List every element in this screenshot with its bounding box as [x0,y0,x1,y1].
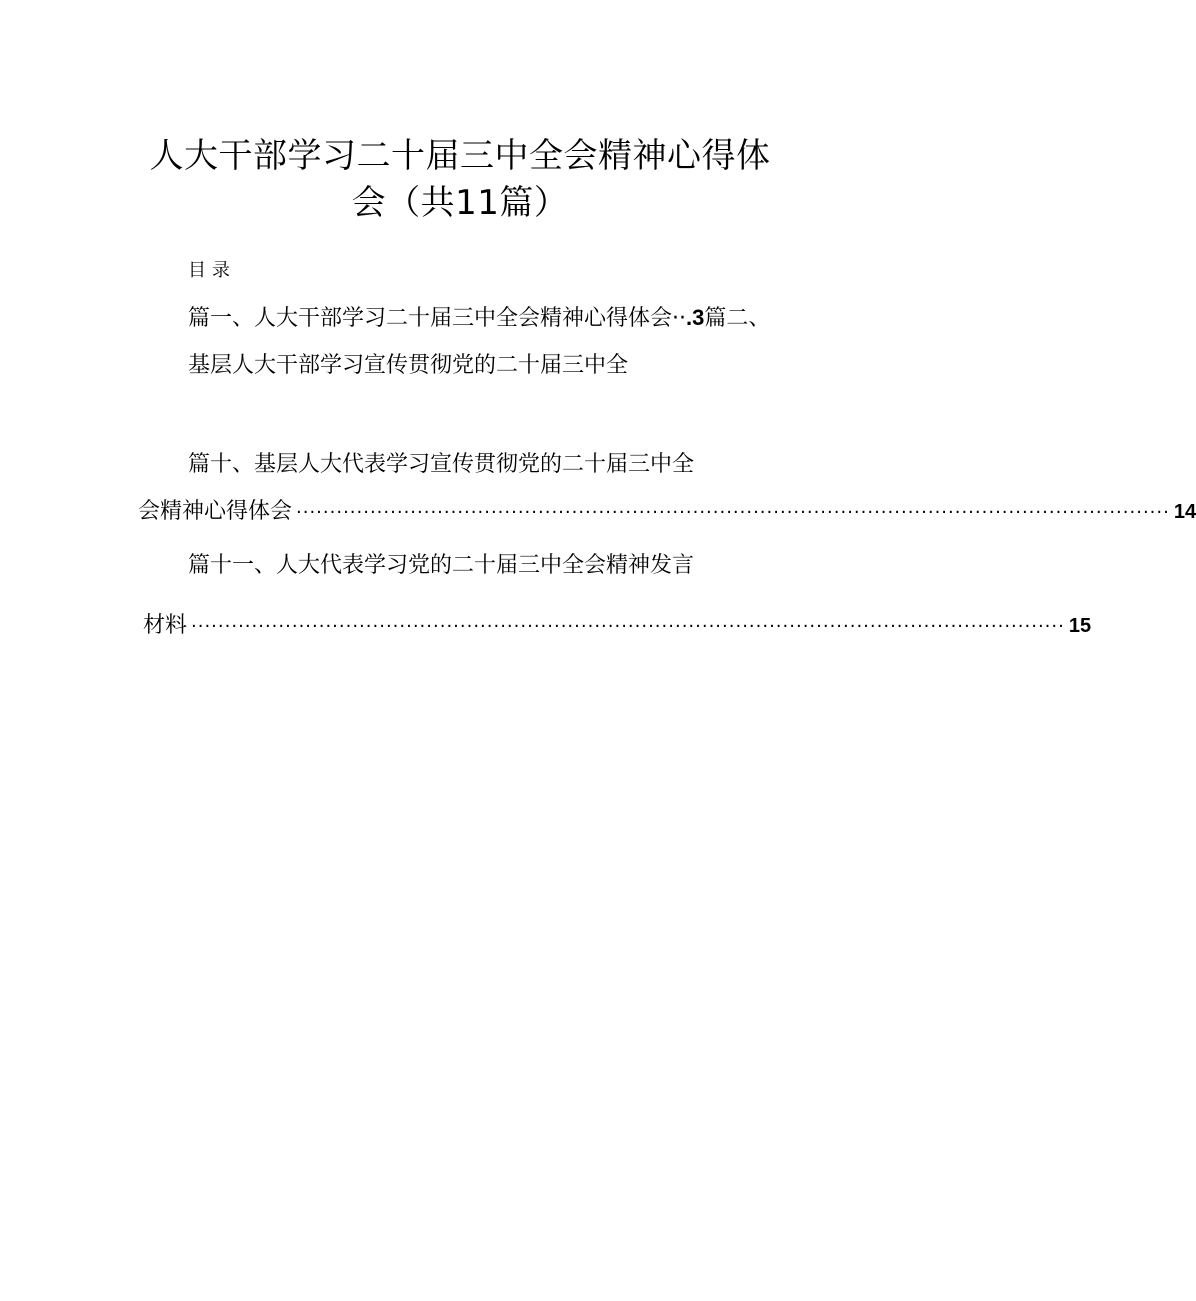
document-title-line-1: 人大干部学习二十届三中全会精神心得体 [149,136,771,176]
dot-leader: ·································································································································· [191,616,1065,637]
toc-entry-10-line-1[interactable]: 篇十、基层人大代表学习宣传贯彻党的二十届三中全 [188,452,695,477]
toc-entry-11-page: 15 [1068,615,1092,637]
toc-entry-1-page: .3 [686,305,705,330]
toc-entry-11-line-1[interactable]: 篇十一、人大代表学习党的二十届三中全会精神发言 [188,553,695,578]
toc-entry-1-text: 篇一、人大干部学习二十届三中全会精神心得体会·· [188,306,686,331]
toc-heading: 目录 [188,260,236,281]
toc-entry-11-line-2[interactable] [143,611,1092,642]
toc-entry-1-line-1[interactable] [188,303,770,334]
toc-entry-10-text: 会精神心得体会 [138,499,293,524]
toc-entry-11-text: 材料 [143,613,188,638]
toc-entry-10-page: 14 [1173,501,1196,523]
toc-entry-2-prefix: 篇二、 [704,306,771,331]
document-title-line-2: 会（共11篇） [351,183,569,223]
dot-leader: ·································································································································· [296,502,1170,523]
toc-entry-10-line-2[interactable] [138,497,1196,528]
toc-entry-1-line-2[interactable]: 基层人大干部学习宣传贯彻党的二十届三中全 [188,353,629,378]
